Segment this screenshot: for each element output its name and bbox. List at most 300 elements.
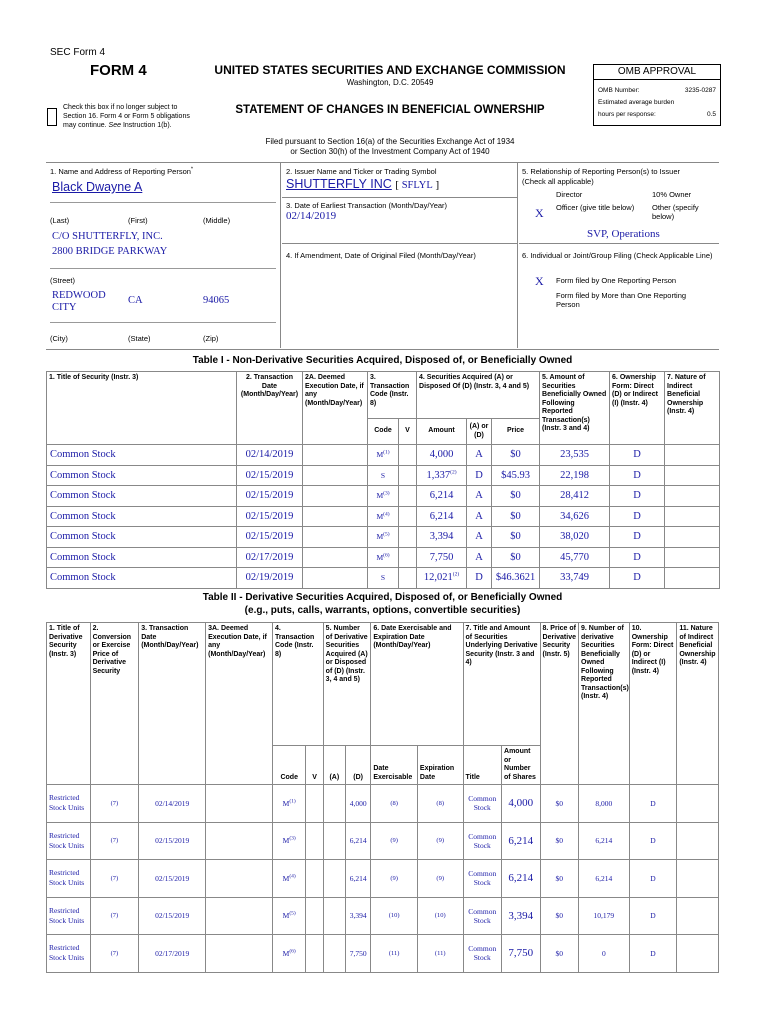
owned-following [540,506,610,527]
underlying-amount-value: 6,214 [508,872,534,885]
ownership-form-value: D [633,490,641,502]
transaction-code-value: M [376,511,384,521]
footnote-ref: (4) [383,511,390,518]
t1-h-date: 2. Transaction Date (Month/Day/Year) [237,372,303,445]
deemed-date [206,897,273,935]
t1-h-aord: (A) or (D) [467,419,492,445]
omb-hours: 0.5 [706,111,716,118]
ownership-form [629,785,677,823]
ownership-form-value: D [650,873,656,883]
conversion-price [90,860,139,898]
amount-value: 4,000 [429,449,454,461]
underlying-title [463,897,502,935]
owned-following-value: 38,020 [560,531,589,543]
t2-h-date: 3. Transaction Date (Month/Day/Year) [139,623,206,785]
footnote-ref: (3) [289,835,296,842]
owned-following [579,860,630,898]
a-or-d [467,486,492,507]
deemed-date [303,506,368,527]
transaction-date [139,860,206,898]
underlying-title [463,822,502,860]
form-title: FORM 4 [90,62,147,79]
box6-label: 6. Individual or Joint/Group Filing (Check Applicable Line) [522,251,713,260]
price-value: $0 [510,551,521,563]
disposed-value: 7,750 [349,948,367,958]
ownership-form [629,935,677,973]
owned-following-value: 23,535 [560,449,589,461]
amount [417,547,467,568]
owned-following-value: 0 [601,948,606,958]
table1-row [47,486,720,507]
owned-following [540,547,610,568]
ownership-form [629,897,677,935]
t1-h-v: V [399,419,417,445]
a-or-d-value: A [475,510,483,522]
acquired [323,860,345,898]
underlying-title [463,860,502,898]
ownership-form [610,547,665,568]
t2-h-deemed: 3A. Deemed Execution Date, if any (Month/Day/Year) [206,623,273,785]
transaction-code [368,568,399,589]
derivative-price [540,860,579,898]
amount-value: 1,337 [426,469,451,481]
t2-h-amt: Amount or Number of Shares [502,746,541,785]
deemed-date [303,486,368,507]
transaction-date [237,465,303,486]
reporting-person-name[interactable]: Black Dwayne A [52,180,143,194]
price [492,486,540,507]
transaction-date [139,785,206,823]
transaction-code [273,897,306,935]
t2-h-code-sub: Code [273,746,306,785]
table2-row [47,785,719,823]
first-label: (First) [128,216,148,225]
disposed-value: 4,000 [349,798,367,808]
box2-label: 2. Issuer Name and Ticker or Trading Symbol [286,167,437,176]
owned-following-value: 45,770 [560,551,589,563]
officer-checkbox-x[interactable]: X [535,206,544,220]
acquired [323,935,345,973]
ownership-form-value: D [650,798,656,808]
transaction-code-value: S [380,573,386,583]
derivative-price [540,935,579,973]
disposed [345,860,370,898]
ownership-form [610,465,665,486]
owned-following-value: 33,749 [560,572,589,584]
underlying-title [463,785,502,823]
footnote-ref: (1) [289,798,296,805]
transaction-code-value: M [282,836,290,846]
deemed-date [206,860,273,898]
a-or-d [467,527,492,548]
t2-h-d: (D) [345,746,370,785]
transaction-date [237,527,303,548]
no-longer-subject-checkbox[interactable] [47,108,57,126]
amount [417,486,467,507]
omb-burden-label: Estimated average burden [598,99,675,106]
transaction-date-value: 02/14/2019 [245,449,294,461]
transaction-code-value: M [282,798,290,808]
ownership-form [629,822,677,860]
one-person-checkbox-x[interactable]: X [535,274,544,288]
security-title [47,527,237,548]
transaction-date [139,897,206,935]
omb-hours-label: hours per response: [598,111,656,118]
nature [677,860,719,898]
transaction-code-value: M [376,552,384,562]
deemed-date [303,547,368,568]
t2-h-title: 1. Title of Derivative Security (Instr. 3) [47,623,91,785]
deemed-date [206,822,273,860]
address-line-2: 2800 BRIDGE PARKWAY [52,246,168,257]
table2-title: Table II - Derivative Securities Acquired, Disposed of, or Beneficially Owned [202,592,563,603]
expiration-date [417,897,463,935]
amount [417,506,467,527]
transaction-code-value: M [376,532,384,542]
director-label: Director [556,190,583,199]
transaction-date [237,506,303,527]
acquired [323,785,345,823]
transaction-date [237,486,303,507]
t1-h-amount: Amount [417,419,467,445]
expiration-date-value: (9) [436,874,445,882]
nature [677,897,719,935]
ownership-form [610,506,665,527]
disposed-value: 6,214 [349,873,367,883]
box5-label: 5. Relationship of Reporting Person(s) to Issuer [522,167,680,176]
price [492,506,540,527]
transaction-code-value: S [380,470,386,480]
transaction-code [368,527,399,548]
security-title-value: Common Stock [50,551,116,563]
t2-h-de: Date Exercisable [371,746,418,785]
ownership-form [629,860,677,898]
nature [677,935,719,973]
zip-label: (Zip) [203,334,219,343]
amount [417,527,467,548]
transaction-code [368,445,399,466]
transaction-code [368,465,399,486]
owned-following-value: 28,412 [560,490,589,502]
ownership-form-value: D [633,551,641,563]
table2-row [47,822,719,860]
date-exercisable [371,785,418,823]
officer-title: SVP, Operations [587,228,660,240]
date-exercisable [371,897,418,935]
derivative-title [47,935,91,973]
state-label: (State) [128,334,151,343]
table2 [46,622,719,973]
ownership-form [610,445,665,466]
amount-value: 6,214 [429,510,454,522]
t1-h-nature: 7. Nature of Indirect Beneficial Ownership (Instr. 4) [665,372,720,445]
t2-h-number: 5. Number of Derivative Securities Acquired (A) or Disposed of (D) (Instr. 3, 4 and 5) [323,623,371,746]
v-flag [306,822,323,860]
ownership-form-value: D [633,469,641,481]
table1 [46,371,720,589]
address-line-1: C/O SHUTTERFLY, INC. [52,231,163,242]
commission-title: UNITED STATES SECURITIES AND EXCHANGE COMMISSION [214,63,566,77]
transaction-date-value: 02/15/2019 [245,469,294,481]
filed-line-1: Filed pursuant to Section 16(a) of the Securities Exchange Act of 1934 [265,137,515,146]
footnote-ref: (2) [450,469,457,476]
t2-h-owned: 9. Number of derivative Securities Beneficially Owned Following Reported Transaction(s) (Instr. 4) [579,623,630,785]
state: CA [128,295,143,306]
underlying-amount [502,897,541,935]
amount-value: 6,214 [429,490,454,502]
t2-h-ttl: Title [463,746,502,785]
security-title-value: Common Stock [50,449,116,461]
underlying-title-value: Common Stock [468,831,497,850]
a-or-d [467,465,492,486]
issuer-name[interactable]: SHUTTERFLY INC [286,177,392,191]
transaction-date-value: 02/15/2019 [245,510,294,522]
officer-label: Officer (give title below) [556,203,635,212]
footnote-ref: (2) [452,571,460,578]
nature [665,445,720,466]
omb-number: 3235-0287 [684,87,716,94]
amount [417,465,467,486]
derivative-title-value: Restricted Stock Units [49,830,85,850]
a-or-d-value: A [475,449,483,461]
omb-number-label: OMB Number: [598,87,640,94]
a-or-d [467,547,492,568]
amount [417,445,467,466]
derivative-title-value: Restricted Stock Units [49,868,85,888]
checkbox-note: Check this box if no longer subject to Section 16. Form 4 or Form 5 obligations may continue. See Instruction 1(b). [63,104,190,129]
expiration-date [417,785,463,823]
derivative-price-value: $0 [555,873,564,883]
footnote-ref: (1) [383,449,390,456]
t2-h-exercisable: 6. Date Exercisable and Expiration Date (Month/Day/Year) [371,623,463,746]
transaction-code [368,486,399,507]
underlying-amount-value: 6,214 [508,834,534,847]
price-value: $45.93 [501,469,530,481]
t2-h-form: 10. Ownership Form: Direct (D) or Indirect (I) (Instr. 4) [629,623,677,785]
security-title [47,486,237,507]
owned-following [579,785,630,823]
underlying-amount-value: 7,750 [508,947,534,960]
transaction-date-value: 02/17/2019 [155,948,190,958]
city: REDWOOD CITY [52,290,106,313]
amount [417,568,467,589]
ownership-form-value: D [633,572,641,584]
disposed [345,822,370,860]
transaction-date-value: 02/15/2019 [245,531,294,543]
transaction-date-value: 02/14/2019 [155,798,190,808]
expiration-date [417,935,463,973]
table2-subtitle: (e.g., puts, calls, warrants, options, convertible securities) [244,605,521,616]
underlying-title [463,935,502,973]
ownership-form-value: D [633,449,641,461]
owned-following [540,568,610,589]
expiration-date [417,860,463,898]
transaction-code-value: M [376,450,384,460]
box4-label: 4. If Amendment, Date of Original Filed (Month/Day/Year) [286,251,476,260]
nature [665,465,720,486]
security-title [47,547,237,568]
nature [677,785,719,823]
owned-following-value: 6,214 [595,873,613,883]
date-exercisable-value: (11) [388,949,400,957]
table1-row [47,568,720,589]
a-or-d-value: D [475,572,483,584]
transaction-code [273,785,306,823]
acquired [323,897,345,935]
zip: 94065 [203,295,230,306]
t2-h-a: (A) [323,746,345,785]
conversion-price-value: (7) [110,874,119,882]
expiration-date-value: (10) [434,912,446,920]
conversion-price [90,822,139,860]
security-title [47,568,237,589]
disposed [345,935,370,973]
transaction-date-value: 02/19/2019 [245,572,294,584]
derivative-title-value: Restricted Stock Units [49,943,85,963]
acquired [323,822,345,860]
sec-form-label: SEC Form 4 [50,47,106,58]
box5-sub: (Check all applicable) [522,177,594,186]
transaction-code-value: M [282,948,290,958]
footnote-ref: (4) [289,873,296,880]
underlying-title-value: Common Stock [468,944,497,963]
underlying-title-value: Common Stock [468,869,497,888]
price [492,465,540,486]
transaction-date-value: 02/15/2019 [245,490,294,502]
owned-following-value: 8,000 [595,798,613,808]
security-title [47,445,237,466]
date-exercisable-value: (9) [390,874,398,882]
one-person-label: Form filed by One Reporting Person [556,276,677,285]
date-exercisable-value: (10) [388,912,400,920]
conversion-price-value: (7) [110,949,119,957]
date-exercisable [371,860,418,898]
nature [665,506,720,527]
underlying-amount-value: 4,000 [508,797,534,810]
derivative-price [540,822,579,860]
table2-row [47,935,719,973]
expiration-date-value: (8) [436,799,445,807]
v-flag [399,568,417,589]
derivative-title [47,822,91,860]
expiration-date-value: (9) [436,837,445,845]
security-title-value: Common Stock [50,469,116,481]
disposed [345,897,370,935]
ownership-form-value: D [633,510,641,522]
v-flag [399,547,417,568]
table1-title: Table I - Non-Derivative Securities Acquired, Disposed of, or Beneficially Owned [192,355,573,366]
v-flag [306,935,323,973]
v-flag [306,860,323,898]
table2-row [47,860,719,898]
v-flag [399,486,417,507]
t2-h-conv: 2. Conversion or Exercise Price of Derivative Security [90,623,139,785]
underlying-title-value: Common Stock [468,906,497,925]
footnote-ref: (6) [289,948,296,955]
transaction-code-value: M [282,911,290,921]
transaction-date-value: 02/17/2019 [245,551,294,563]
derivative-title [47,897,91,935]
footnote-ref: (5) [289,910,296,917]
transaction-date [139,935,206,973]
statement-title: STATEMENT OF CHANGES IN BENEFICIAL OWNERSHIP [235,104,545,116]
expiration-date [417,822,463,860]
t1-h-deemed: 2A. Deemed Execution Date, if any (Month/Day/Year) [303,372,368,445]
filed-line-2: or Section 30(h) of the Investment Company Act of 1940 [290,147,490,156]
security-title [47,465,237,486]
owned-following-value: 22,198 [560,469,589,481]
underlying-amount-value: 3,394 [508,909,534,922]
transaction-code-value: M [376,491,384,501]
footnote-ref: (3) [383,490,390,497]
transaction-date-value: 02/15/2019 [155,836,190,846]
derivative-title-value: Restricted Stock Units [49,793,85,813]
derivative-price [540,785,579,823]
transaction-code [368,547,399,568]
conversion-price-value: (7) [110,837,119,845]
issuer-line: SHUTTERFLY INC [ SFLYL ] [286,177,440,191]
table1-row [47,506,720,527]
conversion-price [90,897,139,935]
a-or-d-value: D [475,469,483,481]
transaction-code [273,935,306,973]
table1-row [47,527,720,548]
t2-h-nature: 11. Nature of Indirect Beneficial Ownership (Instr. 4) [677,623,719,785]
deemed-date [303,445,368,466]
t1-h-owned: 5. Amount of Securities Beneficially Owned Following Reported Transaction(s) (Instr. 3 and 4) [540,372,610,445]
last-label: (Last) [50,216,70,225]
nature [677,822,719,860]
a-or-d [467,506,492,527]
security-title-value: Common Stock [50,572,116,584]
owned-following-value: 34,626 [560,510,589,522]
price [492,547,540,568]
underlying-amount [502,822,541,860]
owned-following [540,465,610,486]
table1-row [47,465,720,486]
deemed-date [303,527,368,548]
t2-h-v: V [306,746,323,785]
footnote-ref: (6) [383,552,390,559]
derivative-title-value: Restricted Stock Units [49,905,85,925]
t2-h-exp: Expiration Date [417,746,463,785]
price-value: $0 [510,449,521,461]
ownership-form-value: D [650,836,656,846]
t1-h-form: 6. Ownership Form: Direct (D) or Indirect (I) (Instr. 4) [610,372,665,445]
conversion-price [90,935,139,973]
v-flag [399,506,417,527]
security-title [47,506,237,527]
price [492,445,540,466]
price [492,527,540,548]
amount-value: 3,394 [429,531,454,543]
a-or-d-value: A [475,490,483,502]
box3-label: 3. Date of Earliest Transaction (Month/Day/Year) [286,201,448,210]
middle-label: (Middle) [203,216,231,225]
deemed-date [206,785,273,823]
owned-following [540,486,610,507]
nature [665,486,720,507]
ownership-form [610,568,665,589]
disposed-value: 6,214 [349,836,367,846]
disposed-value: 3,394 [349,911,367,921]
owned-following [579,935,630,973]
security-title-value: Common Stock [50,510,116,522]
price-value: $46.3621 [495,572,536,584]
deemed-date [303,568,368,589]
owned-following [579,897,630,935]
security-title-value: Common Stock [50,490,116,502]
